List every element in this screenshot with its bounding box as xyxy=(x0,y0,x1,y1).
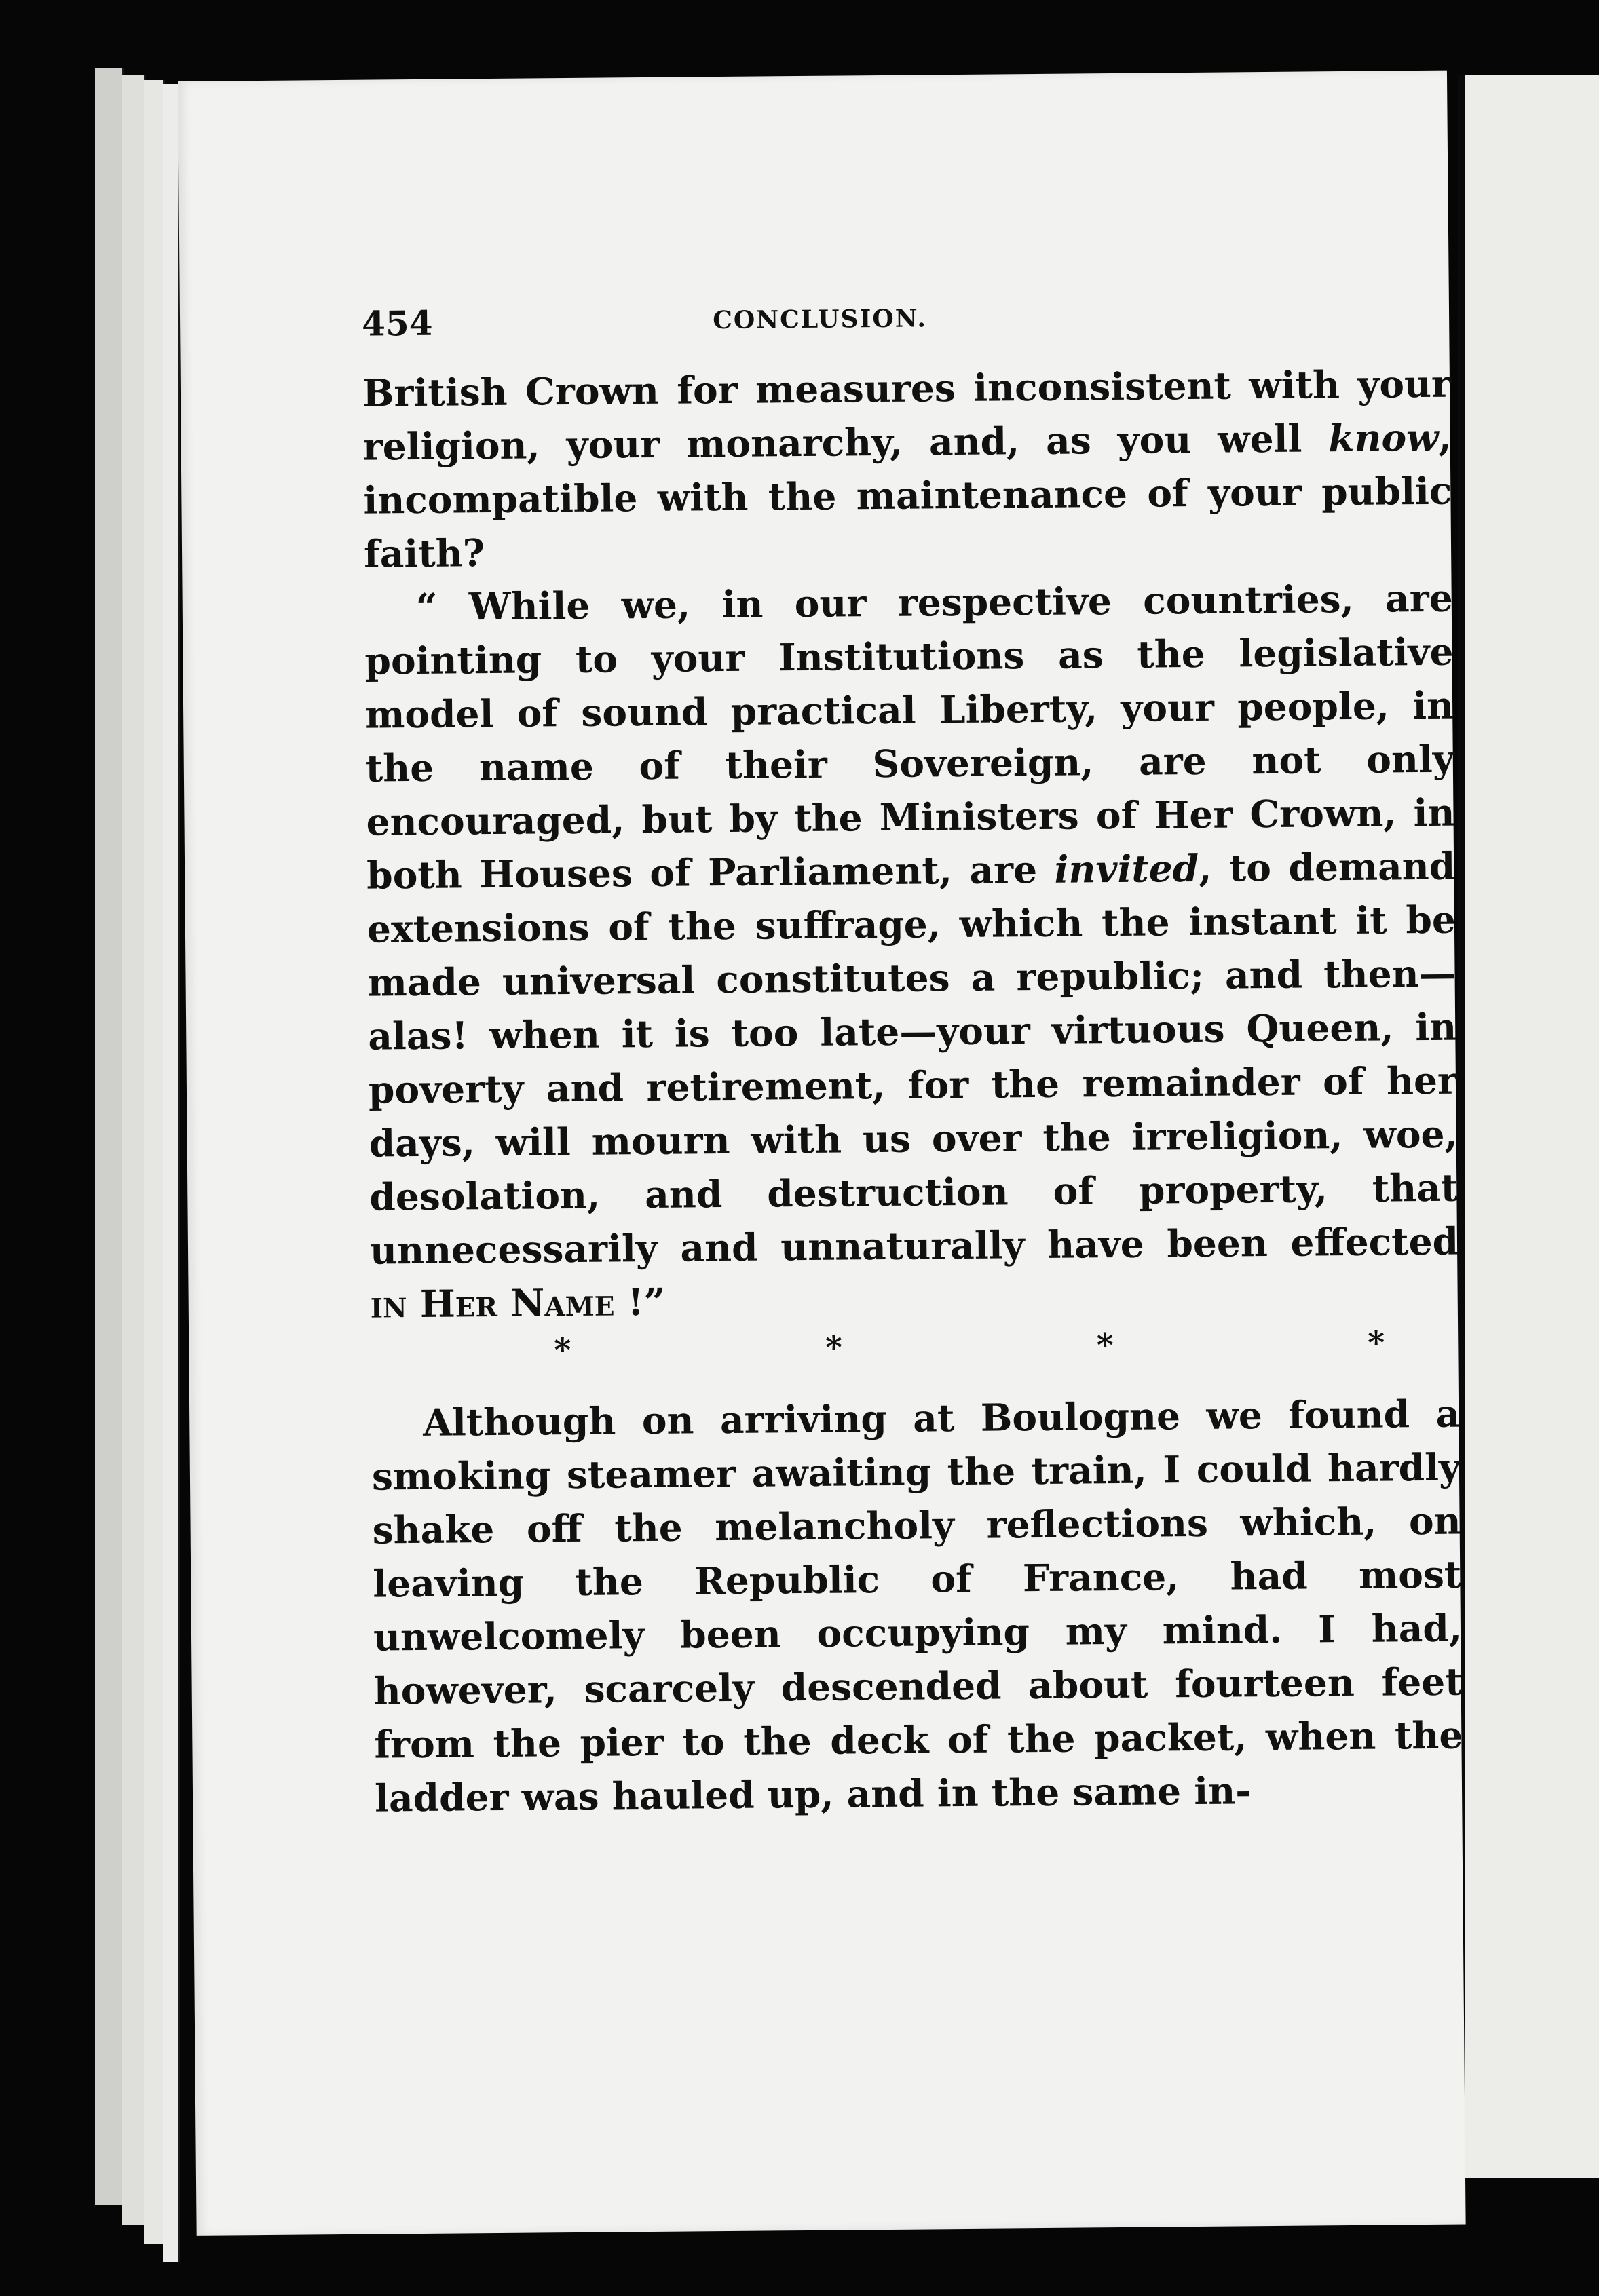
italic-word: invited xyxy=(1054,845,1199,892)
running-title: CONCLUSION. xyxy=(713,304,928,335)
page-number: 454 xyxy=(361,303,433,344)
page-edge xyxy=(144,80,165,2244)
small-caps-phrase: in Her Name xyxy=(370,1280,615,1326)
page-edge xyxy=(163,84,180,2262)
separator-star: * xyxy=(554,1331,571,1370)
page-edge xyxy=(95,68,124,2205)
paragraph-text: , incompatible with the maintenance of your public faith? xyxy=(363,415,1452,576)
paragraph-1 xyxy=(362,357,1453,581)
paragraph-2 xyxy=(364,571,1459,1331)
separator-star: * xyxy=(1367,1324,1385,1362)
separator-star: * xyxy=(1096,1326,1114,1365)
facing-page-edge xyxy=(1458,75,1599,2178)
paragraph-text: , to demand extensions of the suffrage, which the instant it be made universal constitutes a republic; and then—alas! when it is too late—your virtuous Queen, in poverty and retirement, for the remainder of her days, will mourn with us over the irreligion, woe, desolation, and destruction of property, that unnecessarily and unnaturally have been effected xyxy=(366,843,1459,1273)
paragraph-text: British Crown for measures inconsistent with your religion, your monarchy, and, as you well xyxy=(362,361,1452,469)
book-page xyxy=(178,71,1466,2236)
section-separator xyxy=(371,1326,1459,1369)
italic-word: know xyxy=(1328,415,1439,461)
page-content xyxy=(362,294,1464,1825)
running-head xyxy=(362,294,1451,351)
paragraph-text: “ While we, in our respective countries, are pointing to your Institutions as the legislative model of sound practical Liberty, your people, in the name of their Sovereign, are not only encouraged, but by the Ministers of Her Crown, in both Houses of Parliament, are xyxy=(364,575,1455,898)
page-edge xyxy=(122,75,146,2225)
separator-star: * xyxy=(825,1328,843,1367)
paragraph-text: !” xyxy=(614,1279,666,1324)
paragraph-3: Although on arriving at Boulogne we found a smoking steamer awaiting the train, I could hardly shake off the melancholy reflections which, on leaving the Republic of France, had most unwelcomely been occupying my mind. I had, however, scarcely descended about fourteen feet from the pier to the deck of the packet, when the ladder was hauled up, and in the same in- xyxy=(371,1391,1463,1820)
